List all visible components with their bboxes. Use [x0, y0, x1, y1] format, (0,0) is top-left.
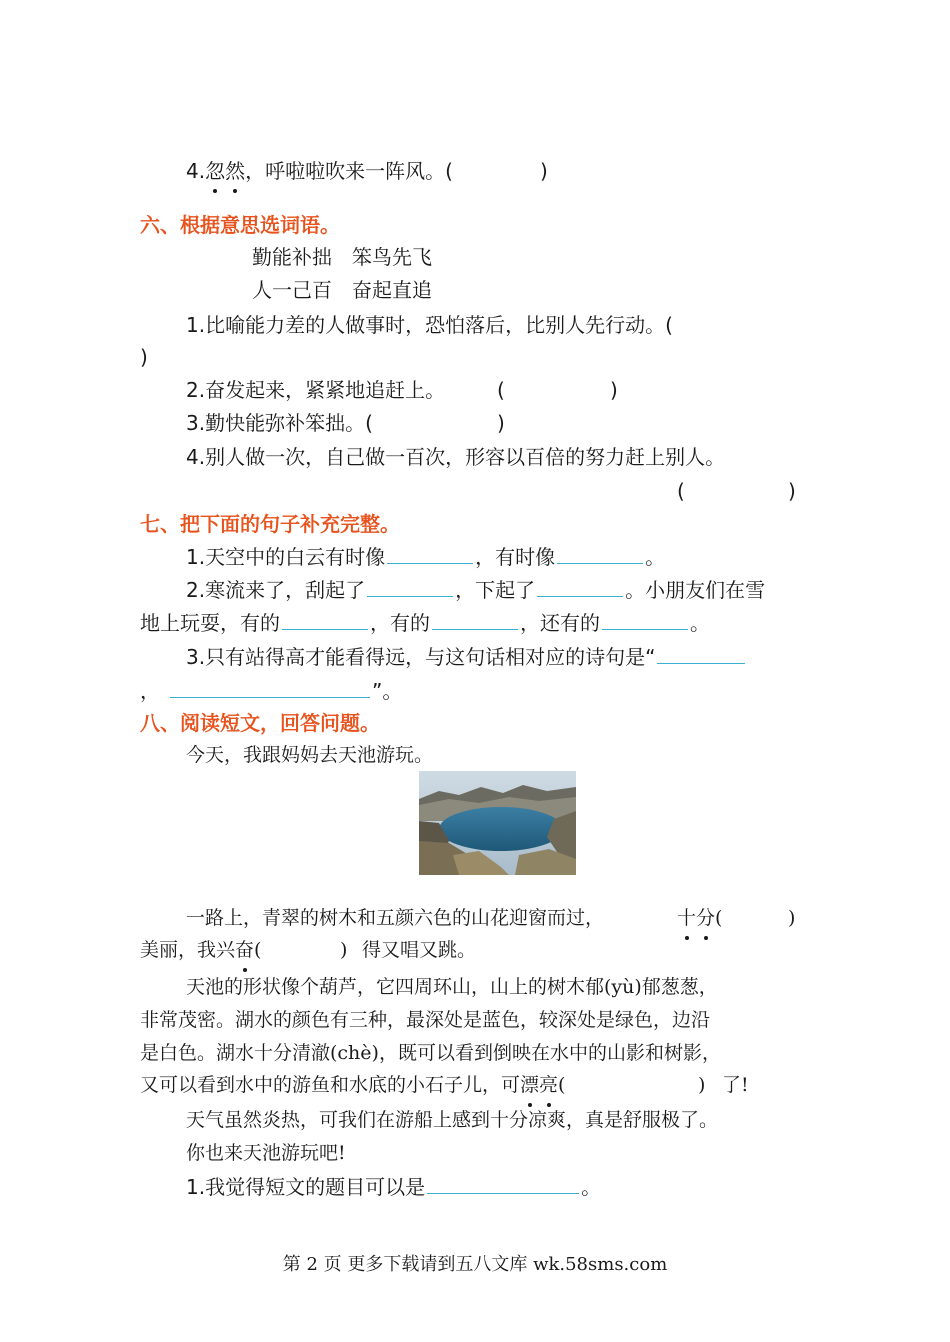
section-7-q1: 1.天空中的白云有时像 ，有时像 。: [186, 545, 666, 569]
passage-intro: 今天，我跟妈妈去天池游玩。: [186, 744, 434, 766]
emphasis-char: 然: [225, 159, 246, 183]
emphasis-char: 十: [677, 907, 697, 929]
passage-p2-line2: 非常茂密。湖水的颜色有三种，最深处是蓝色，较深处是绿色，边沿: [140, 1009, 711, 1031]
section-7-title: 七、把下面的句子补充完整。: [140, 512, 400, 536]
section-7-q2-cont: 地上玩耍，有的 ，有的 ，还有的 。: [140, 611, 710, 635]
answer-blank[interactable]: [432, 609, 518, 630]
passage-p4: 你也来天池游玩吧!: [186, 1142, 346, 1164]
section-6-words-row2: 人一己百 奋起直追: [252, 278, 432, 302]
section-8-title: 八、阅读短文，回答问题。: [140, 711, 380, 735]
section-6-title: 六、根据意思选词语。: [140, 213, 340, 237]
emphasis-char: 奋: [235, 939, 255, 961]
section-7-q3-cont: ， ”。: [140, 679, 403, 703]
emphasis-char: 亮: [539, 1074, 559, 1096]
emphasis-char: 漂: [520, 1074, 540, 1096]
passage-p2-line4: 又可以看到水中的游鱼和水底的小石子儿，可漂亮( ) 了!: [140, 1074, 749, 1096]
answer-blank[interactable]: [557, 543, 643, 564]
lake-photo: [419, 771, 576, 875]
lake-image: [419, 771, 576, 875]
section-6-q2: 2.奋发起来，紧紧地追赶上。 ( ): [186, 378, 618, 402]
section-6-words-row1: 勤能补拙 笨鸟先飞: [252, 245, 432, 269]
section-6-q1: 1.比喻能力差的人做事时，恐怕落后，比别人先行动。(: [186, 313, 673, 337]
emphasis-char: 忽: [205, 159, 226, 183]
section-7-q3: 3.只有站得高才能看得远，与这句话相对应的诗句是“: [186, 643, 950, 669]
answer-blank[interactable]: [657, 643, 745, 664]
emphasis-char: 分: [696, 907, 716, 929]
page-footer: 第 2 页 更多下载请到五八文库 wk.58sms.com: [282, 1254, 668, 1275]
section-7-q2: 2.寒流来了，刮起了 ，下起了 。小朋友们在雪: [186, 578, 766, 602]
answer-blank[interactable]: [427, 1173, 579, 1194]
answer-blank[interactable]: [367, 576, 453, 597]
answer-blank[interactable]: [282, 609, 368, 630]
passage-p1-line2: 美丽，我兴奋( ) 得又唱又跳。: [140, 939, 477, 961]
section-8-q1: 1.我觉得短文的题目可以是 。: [186, 1175, 602, 1199]
passage-p2-line1: 天池的形状像个葫芦，它四周环山，山上的树木郁(yù)郁葱葱，: [186, 976, 718, 998]
section-6-q4-paren: ( ): [677, 479, 796, 503]
section-6-q3: 3.勤快能弥补笨拙。( ): [186, 411, 505, 435]
prev-question-4: 4.忽然，呼啦啦吹来一阵风。( ): [186, 159, 548, 183]
answer-blank[interactable]: [387, 543, 473, 564]
answer-blank[interactable]: [170, 677, 370, 698]
passage-p3: 天气虽然炎热，可我们在游船上感到十分凉爽，真是舒服极了。: [186, 1109, 719, 1131]
passage-p1-line1: 一路上，青翠的树木和五颜六色的山花迎窗而过， 十分( ): [186, 907, 796, 929]
answer-blank[interactable]: [602, 609, 688, 630]
answer-blank[interactable]: [537, 576, 623, 597]
passage-p2-line3: 是白色。湖水十分清澈(chè)，既可以看到倒映在水中的山影和树影，: [140, 1042, 721, 1064]
section-6-q4: 4.别人做一次，自己做一百次，形容以百倍的努力赶上别人。: [186, 445, 726, 469]
section-6-q1-close: ): [140, 345, 148, 369]
